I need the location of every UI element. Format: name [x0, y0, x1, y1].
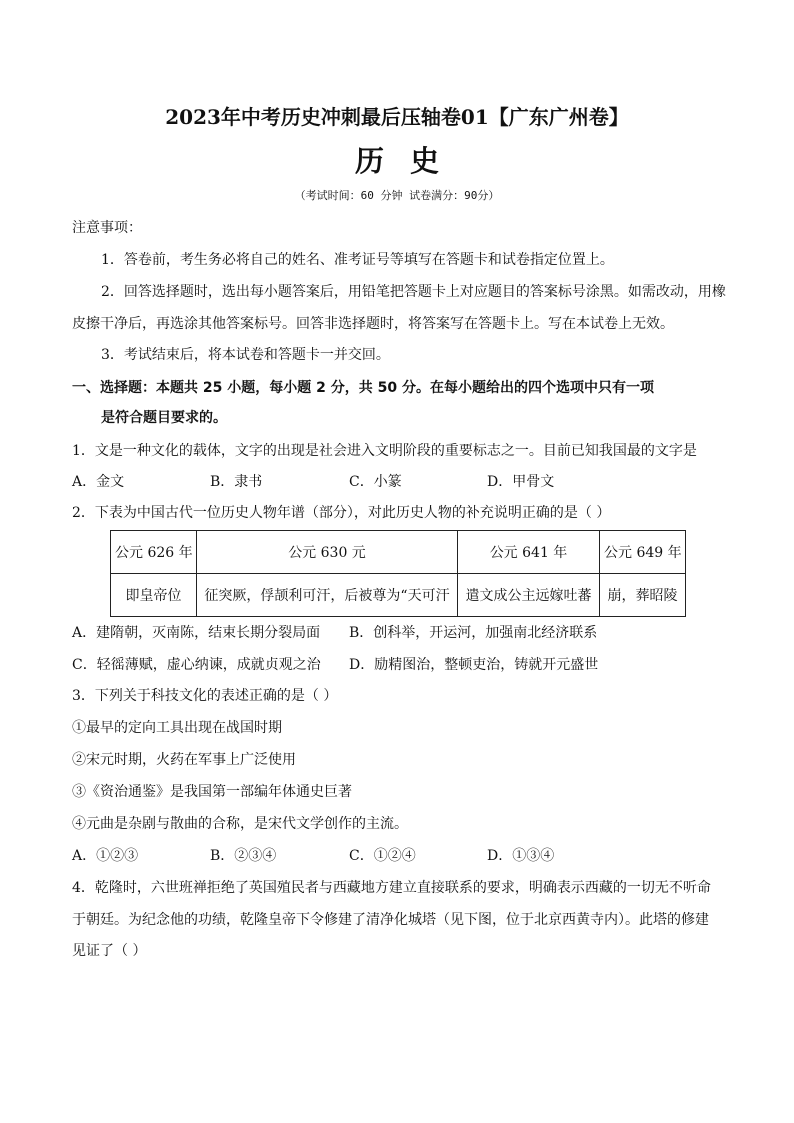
table-cell-event: 遣文成公主远嫁吐蕃 [458, 574, 600, 617]
section-heading: 一、选择题：本题共 25 小题，每小题 2 分，共 50 分。在每小题给出的四个选项中只有一项 [72, 380, 654, 396]
history-timeline-table [110, 530, 686, 617]
q3-option-a: A．①②③ [72, 848, 139, 864]
question-2-stem: 2．下表为中国古代一位历史人物年谱（部分），对此历史人物的补充说明正确的是（ ） [72, 505, 611, 521]
notice-item: 1．答卷前，考生务必将自己的姓名、准考证号等填写在答题卡和试卷指定位置上。 [101, 252, 614, 268]
q3-statement: ④元曲是杂剧与散曲的合称，是宋代文学创作的主流。 [72, 816, 408, 832]
q2-option-d: D．励精图治，整顿吏治，铸就开元盛世 [349, 657, 599, 673]
question-3-stem: 3．下列关于科技文化的表述正确的是（ ） [72, 688, 338, 704]
q3-option-c: C．①②④ [349, 848, 416, 864]
q3-statement: ③《资治通鉴》是我国第一部编年体通史巨著 [72, 784, 352, 800]
table-row [111, 531, 686, 574]
exam-title: 2023年中考历史冲刺最后压轴卷01【广东广州卷】 [165, 105, 629, 129]
notice-item: 3．考试结束后，将本试卷和答题卡一并交回。 [101, 347, 390, 363]
question-4-stem: 4．乾隆时，六世班禅拒绝了英国殖民者与西藏地方建立直接联系的要求，明确表示西藏的一切无不听命 [72, 880, 711, 896]
q1-option-c: C．小篆 [349, 474, 402, 490]
table-row [111, 574, 686, 617]
q1-option-b: B．隶书 [210, 474, 263, 490]
question-4-stem-cont: 见证了（ ） [72, 943, 147, 959]
question-1-stem: 1．文是一种文化的载体，文字的出现是社会进入文明阶段的重要标志之一。目前已知我国最的文字是 [72, 443, 697, 459]
table-cell-year: 公元 626 年 [111, 531, 197, 574]
notice-heading: 注意事项： [72, 220, 142, 236]
q3-statement: ②宋元时期，火药在军事上广泛使用 [72, 752, 296, 768]
q3-option-d: D．①③④ [487, 848, 555, 864]
subject-heading: 历史 [354, 144, 465, 178]
table-cell-year: 公元 630 元 [197, 531, 458, 574]
table-cell-event: 即皇帝位 [111, 574, 197, 617]
q3-statement: ①最早的定向工具出现在战国时期 [72, 720, 282, 736]
q2-option-c: C．轻徭薄赋，虚心纳谏，成就贞观之治 [72, 657, 321, 673]
section-heading-cont: 是符合题目要求的。 [101, 410, 227, 426]
table-cell-year: 公元 641 年 [458, 531, 600, 574]
table-cell-year: 公元 649 年 [600, 531, 686, 574]
q3-option-b: B．②③④ [210, 848, 277, 864]
q1-option-d: D．甲骨文 [487, 474, 555, 490]
q2-option-a: A．建隋朝，灭南陈，结束长期分裂局面 [72, 625, 321, 641]
notice-item: 2．回答选择题时，选出每小题答案后，用铅笔把答题卡上对应题目的答案标号涂黑。如需改动，用橡 [101, 284, 726, 300]
q2-option-b: B．创科举，开运河，加强南北经济联系 [349, 625, 598, 641]
question-4-stem-cont: 于朝廷。为纪念他的功绩，乾隆皇帝下令修建了清净化城塔（见下图，位于北京西黄寺内）。此塔的修建 [72, 912, 709, 928]
exam-info: （考试时间：60 分钟 试卷满分：90分） [294, 189, 500, 202]
table-cell-event: 征突厥，俘颉利可汗，后被尊为“天可汗 [197, 574, 458, 617]
table-cell-event: 崩，葬昭陵 [600, 574, 686, 617]
q1-option-a: A．金文 [72, 474, 125, 490]
notice-item: 皮擦干净后，再选涂其他答案标号。回答非选择题时，将答案写在答题卡上。写在本试卷上无效。 [72, 316, 674, 332]
